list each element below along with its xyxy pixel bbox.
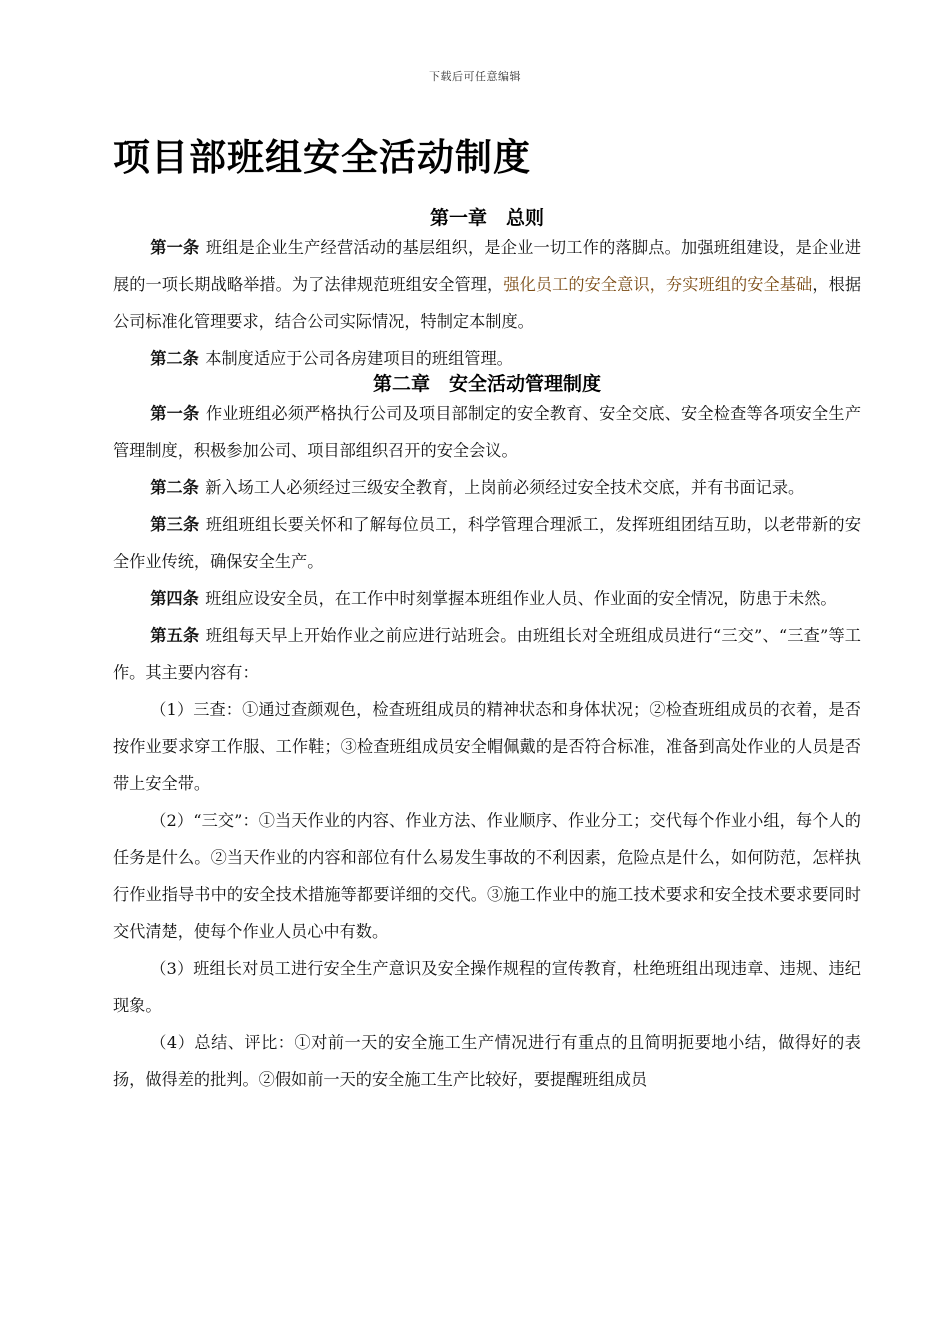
chapter-2-article-5 xyxy=(113,617,861,691)
document-title: 项目部班组安全活动制度 xyxy=(113,136,531,179)
chapter-2-heading: 第二章 安全活动管理制度 xyxy=(372,373,601,395)
article-text: 班组是企业生产经营活动的基层组织，是企业一切工作的落脚点。加强班组建设，是企业进展的一项长期战略举措。为了法律规范班组安全管理， xyxy=(113,238,862,294)
article-number: 第五条 xyxy=(150,626,200,645)
list-item-san-cha: （1）三查：①通过查颜观色，检查班组成员的精神状态和身体状况；②检查班组成员的衣着，是否按作业要求穿工作服、工作鞋；③检查班组成员安全帽佩戴的是否符合标准，准备到高处作业的人员是否带上安全带。 xyxy=(113,700,861,793)
article-text: 本制度适应于公司各房建项目的班组管理。 xyxy=(205,349,513,368)
header-note: 下载后可任意编辑 xyxy=(429,70,521,83)
article-text: 作业班组必须严格执行公司及项目部制定的安全教育、安全交底、安全检查等各项安全生产管理制度，积极参加公司、项目部组织召开的安全会议。 xyxy=(113,404,862,460)
chapter-2-article-4 xyxy=(113,580,861,617)
article-number: 第四条 xyxy=(150,589,199,608)
article-text: 班组班组长要关怀和了解每位员工，科学管理合理派工，发挥班组团结互助，以老带新的安全作业传统，确保安全生产。 xyxy=(113,515,862,571)
chapter-2-article-1 xyxy=(113,395,861,469)
article-number: 第一条 xyxy=(150,238,200,257)
chapter-2-article-2 xyxy=(113,469,861,506)
chapter-1-article-1 xyxy=(113,229,861,340)
list-item-san-jiao: （2）“三交”：①当天作业的内容、作业方法、作业顺序、作业分工；交代每个作业小组，每个人的任务是什么。②当天作业的内容和部位有什么易发生事故的不利因素，危险点是什么，如何防范，怎样执行作业指导书中的安全技术措施等都要详细的交代。③施工作业中的施工技术要求和安全技术要求要同时交代清楚，使每个作业人员心中有数。 xyxy=(113,811,861,941)
article-text: 班组每天早上开始作业之前应进行站班会。由班组长对全班组成员进行“三交”、“三查”等工作。其主要内容有： xyxy=(113,626,861,682)
chapter-2-article-3 xyxy=(113,506,861,580)
article-text: 新入场工人必须经过三级安全教育，上岗前必须经过安全技术交底，并有书面记录。 xyxy=(205,478,805,497)
list-item-education: （3）班组长对员工进行安全生产意识及安全操作规程的宣传教育，杜绝班组出现违章、违规、违纪现象。 xyxy=(113,959,861,1015)
chapter-1-heading: 第一章 总则 xyxy=(429,207,544,229)
article-number: 第一条 xyxy=(150,404,200,423)
article-number: 第三条 xyxy=(150,515,200,534)
list-item-summary: （4）总结、评比：①对前一天的安全施工生产情况进行有重点的且简明扼要地小结，做得好的表扬，做得差的批判。②假如前一天的安全施工生产比较好，要提醒班组成员 xyxy=(113,1033,861,1089)
document-body xyxy=(113,203,861,1098)
highlighted-text: 强化员工的安全意识，夯实班组的安全基础 xyxy=(503,275,813,294)
article-text: ，根据公司标准化管理要求，结合公司实际情况，特制定本制度。 xyxy=(113,275,862,331)
article-number: 第二条 xyxy=(150,349,199,368)
article-number: 第二条 xyxy=(150,478,199,497)
article-text: 班组应设安全员，在工作中时刻掌握本班组作业人员、作业面的安全情况，防患于未然。 xyxy=(205,589,837,608)
